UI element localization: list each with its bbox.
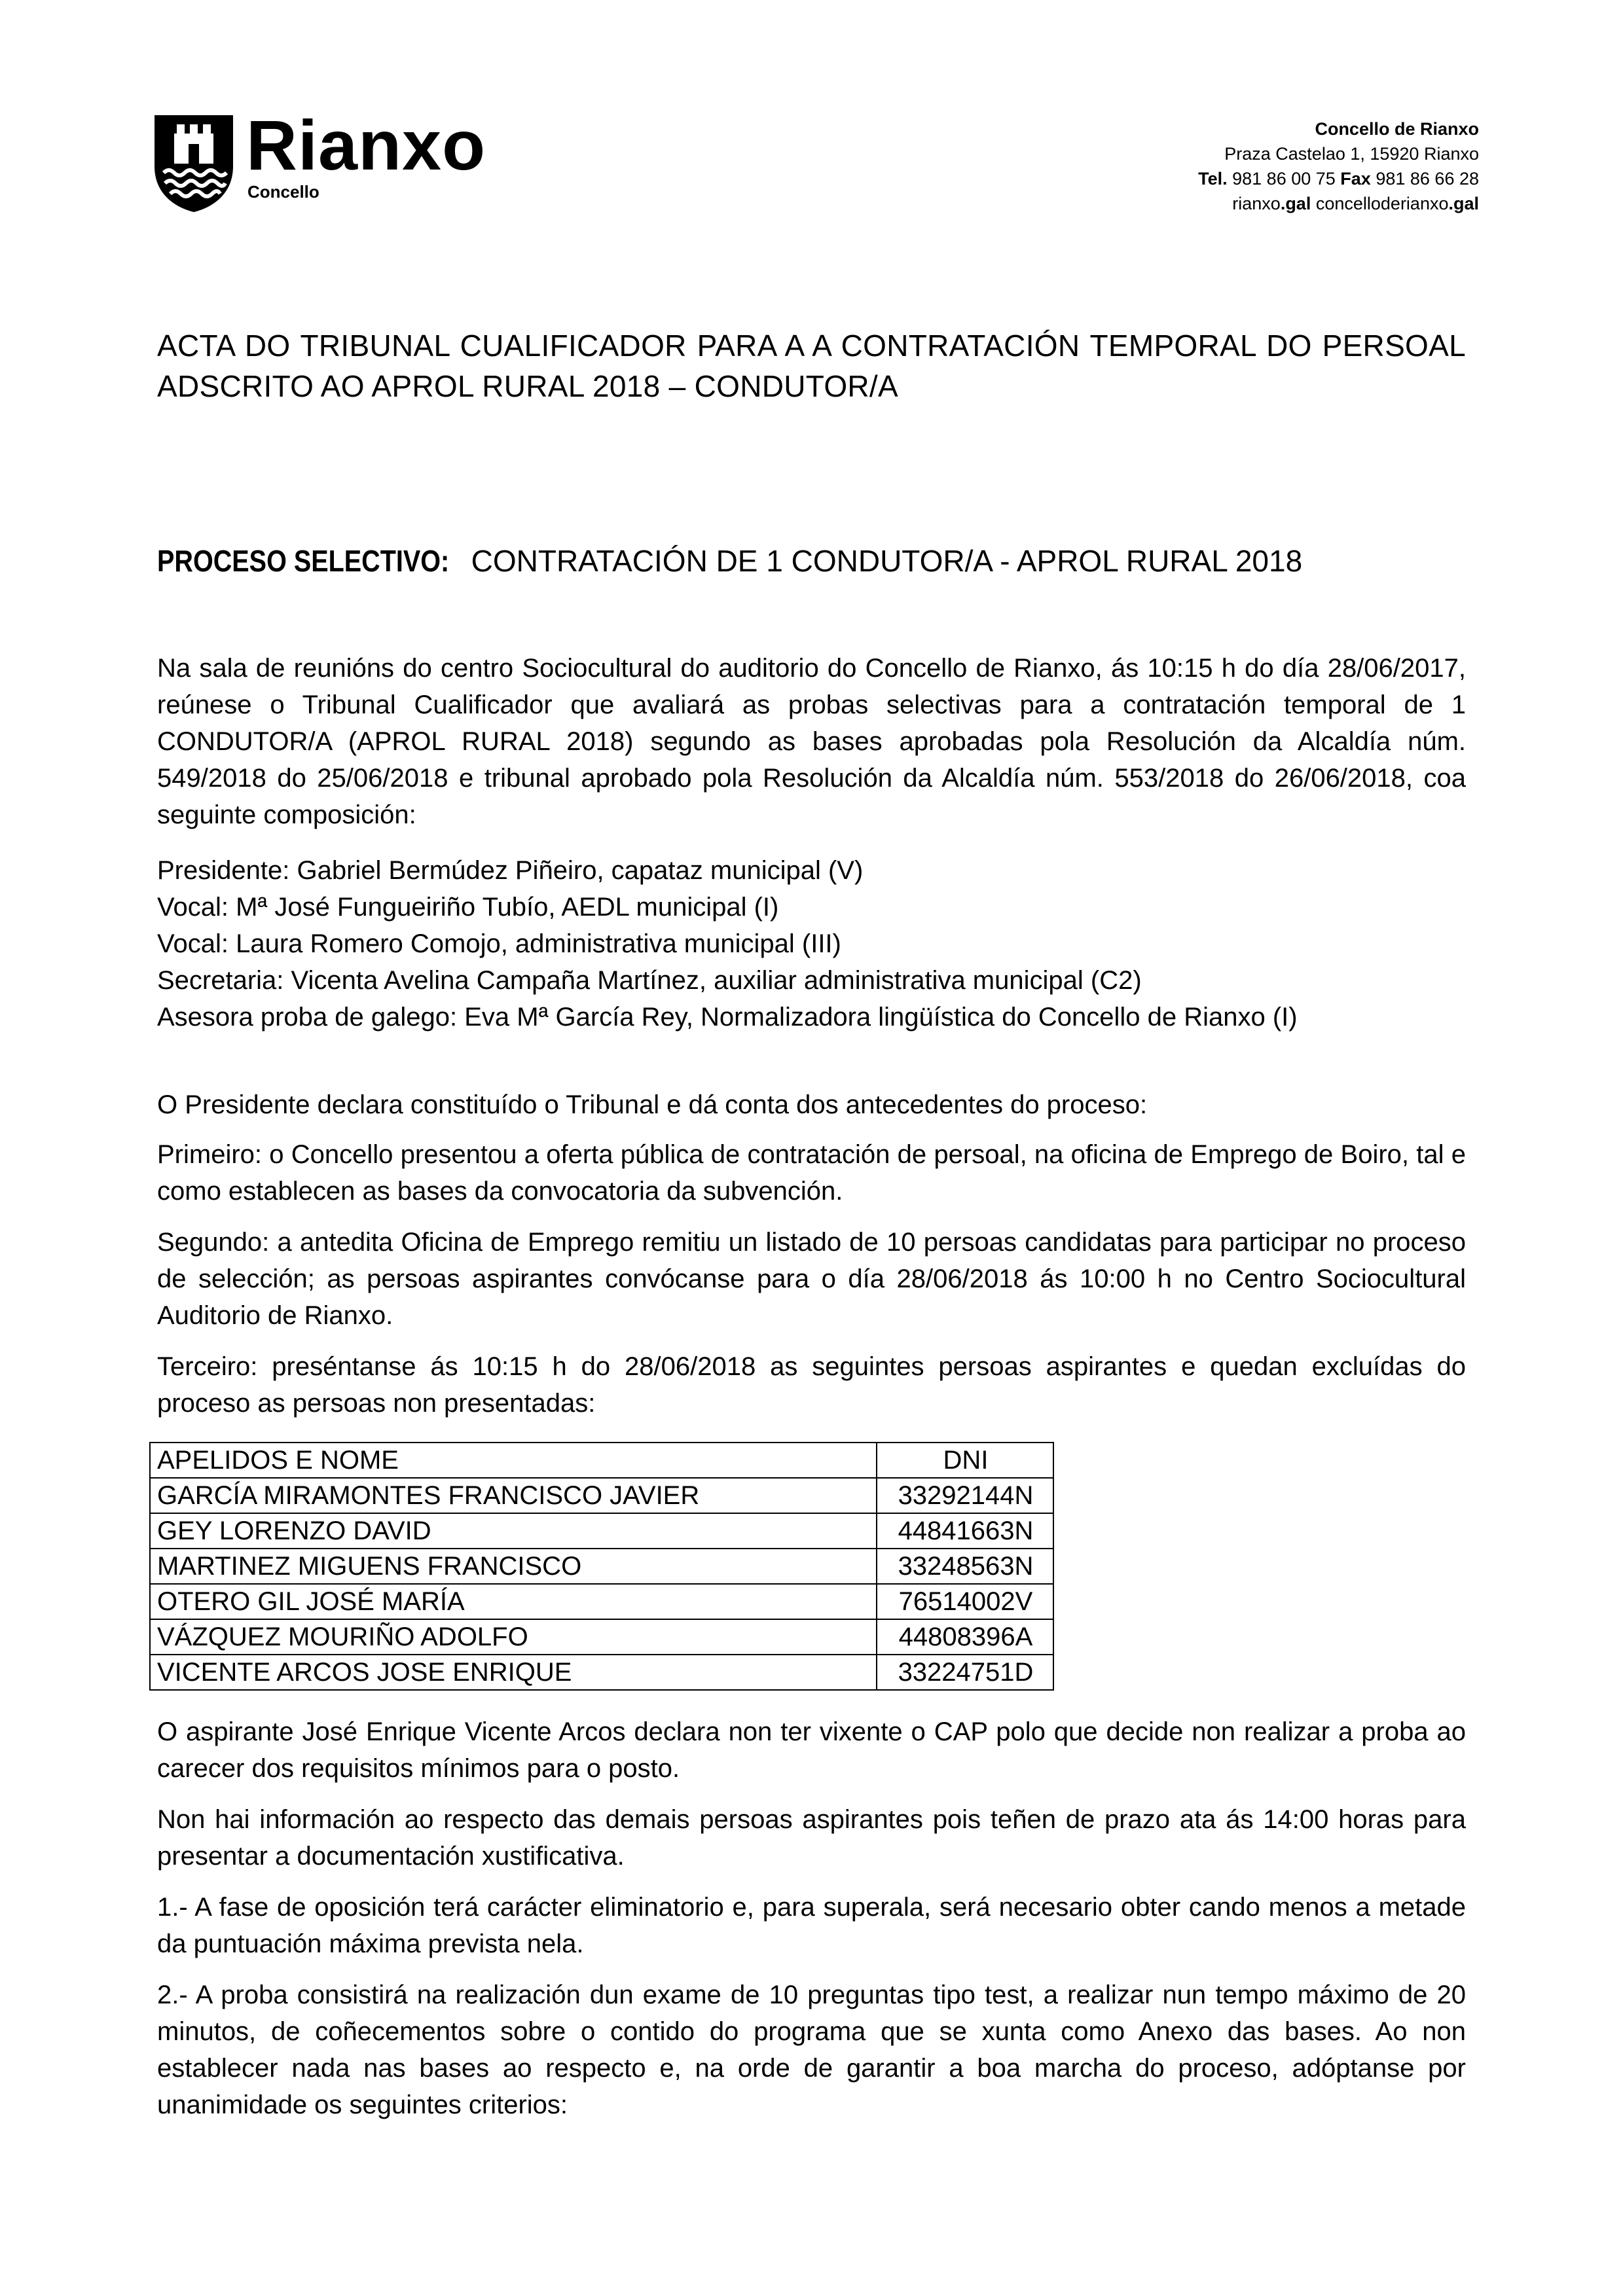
candidate-name: GARCÍA MIRAMONTES FRANCISCO JAVIER [150,1478,877,1513]
concello-logo [155,105,521,213]
candidate-dni: 33224751D [877,1655,1053,1690]
logo-subtitle: Concello [247,182,319,202]
candidate-name: MARTINEZ MIGUENS FRANCISCO [150,1549,877,1584]
castle-shield-icon [155,115,233,212]
tribunal-member: Vocal: Laura Romero Comojo, administrativa municipal (III) [157,929,841,958]
point-2: 2.- A proba consistirá na realización dun exame de 10 preguntas tipo test, a realizar nun tempo máximo de 20 minutos, de coñecementos sobre o contido do programa que se xunta como Anexo das bases. Ao non establecer nada nas bases ao respecto e, na orde de garantir a boa marcha do proceso, adóptanse por unanimidade os seguintes criterios: [157,1981,1466,2119]
web1-tld: .gal [1280,194,1311,213]
office-address: Praza Castelao 1, 15920 Rianxo [1224,144,1479,164]
terceiro-paragraph: Terceiro: preséntanse ás 10:15 h do 28/06/2018 as seguintes persoas aspirantes e quedan excluídas do proceso as persoas non presentadas: [157,1352,1466,1418]
candidate-name: GEY LORENZO DAVID [150,1513,877,1549]
candidate-dni: 76514002V [877,1584,1053,1619]
web2-name: concelloderianxo [1315,194,1449,213]
candidate-name: VICENTE ARCOS JOSE ENRIQUE [150,1655,877,1690]
process-heading [157,541,1466,581]
contact-block [1198,117,1479,216]
candidate-name: OTERO GIL JOSÉ MARÍA [150,1584,877,1619]
candidate-dni: 44841663N [877,1513,1053,1549]
logo-wordmark: Rianxo [246,105,486,185]
fax-number: 981 86 66 28 [1376,169,1479,188]
table-row [150,1513,1053,1549]
table-row [150,1655,1053,1690]
candidates-table [149,1442,1054,1691]
column-header-dni: DNI [877,1443,1053,1478]
process-text: CONTRATACIÓN DE 1 CONDUTOR/A - APROL RURAL 2018 [462,544,1303,578]
candidate-name: VÁZQUEZ MOURIÑO ADOLFO [150,1619,877,1655]
primeiro-paragraph: Primeiro: o Concello presentou a oferta pública de contratación de persoal, na oficina de Emprego de Boiro, tal e como establecen as bases da convocatoria da subvención. [157,1140,1466,1206]
candidate-dni: 33248563N [877,1549,1053,1584]
closing-paragraphs [157,1713,1466,2135]
candidate-dni: 44808396A [877,1619,1053,1655]
tribunal-member: Secretaria: Vicenta Avelina Campaña Martínez, auxiliar administrativa municipal (C2) [157,966,1142,995]
info-paragraph: Non hai información ao respecto das demais persoas aspirantes pois teñen de prazo ata ás 14:00 horas para presentar a documentación xustificativa. [157,1805,1466,1871]
process-label: PROCESO SELECTIVO: [157,544,450,578]
intro-paragraph: Na sala de reunións do centro Sociocultural do auditorio do Concello de Rianxo, ás 10:15 h do día 28/06/2017, reúnese o Tribunal Cualificador que avaliará as probas selectivas para a contratación temporal de 1 CONDUTOR/A (APROL RURAL 2018) segundo as bases aprobadas pola Resolución da Alcaldía núm. 549/2018 do 25/06/2018 e tribunal aprobado pola Resolución da Alcaldía núm. 553/2018 do 26/06/2018, coa seguinte composición: [157,654,1466,829]
web1-name: rianxo [1232,194,1281,213]
fax-label: Fax [1340,169,1371,188]
table-row [150,1478,1053,1513]
table-row [150,1549,1053,1584]
phone-line [1198,166,1479,191]
segundo-paragraph: Segundo: a antedita Oficina de Emprego remitiu un listado de 10 persoas candidatas para participar no proceso de selección; as persoas aspirantes convócanse para o día 28/06/2018 ás 10:00 h no Centro Sociocultural Auditorio de Rianxo. [157,1228,1466,1330]
document-title: ACTA DO TRIBUNAL CUALIFICADOR PARA A A CONTRATACIÓN TEMPORAL DO PERSOAL ADSCRITO AO APROL RURAL 2018 – CONDUTOR/A [157,329,1466,403]
web-line [1198,191,1479,216]
table-row [150,1619,1053,1655]
tribunal-member: Asesora proba de galego: Eva Mª García Rey, Normalizadora lingüística do Concello de Rianxo (I) [157,1003,1298,1031]
tel-label: Tel. [1198,169,1228,188]
cap-paragraph: O aspirante José Enrique Vicente Arcos declara non ter vixente o CAP polo que decide non realizar a proba ao carecer dos requisitos mínimos para o posto. [157,1717,1466,1783]
tribunal-member: Presidente: Gabriel Bermúdez Piñeiro, capataz municipal (V) [157,856,864,885]
tribunal-member: Vocal: Mª José Fungueiriño Tubío, AEDL municipal (I) [157,893,779,922]
declaration: O Presidente declara constituído o Tribunal e dá conta dos antecedentes do proceso: [157,1090,1148,1119]
web2-tld: .gal [1448,194,1479,213]
table-row [150,1584,1053,1619]
tel-number: 981 86 00 75 [1232,169,1336,188]
column-header-name: APELIDOS E NOME [150,1443,877,1478]
tribunal-list [157,852,1466,1035]
candidate-dni: 33292144N [877,1478,1053,1513]
antecedents [157,1086,1466,1433]
table-header-row [150,1443,1053,1478]
office-name: Concello de Rianxo [1315,119,1479,139]
point-1: 1.- A fase de oposición terá carácter eliminatorio e, para superala, será necesario obter cando menos a metade da puntuación máxima prevista nela. [157,1893,1466,1958]
